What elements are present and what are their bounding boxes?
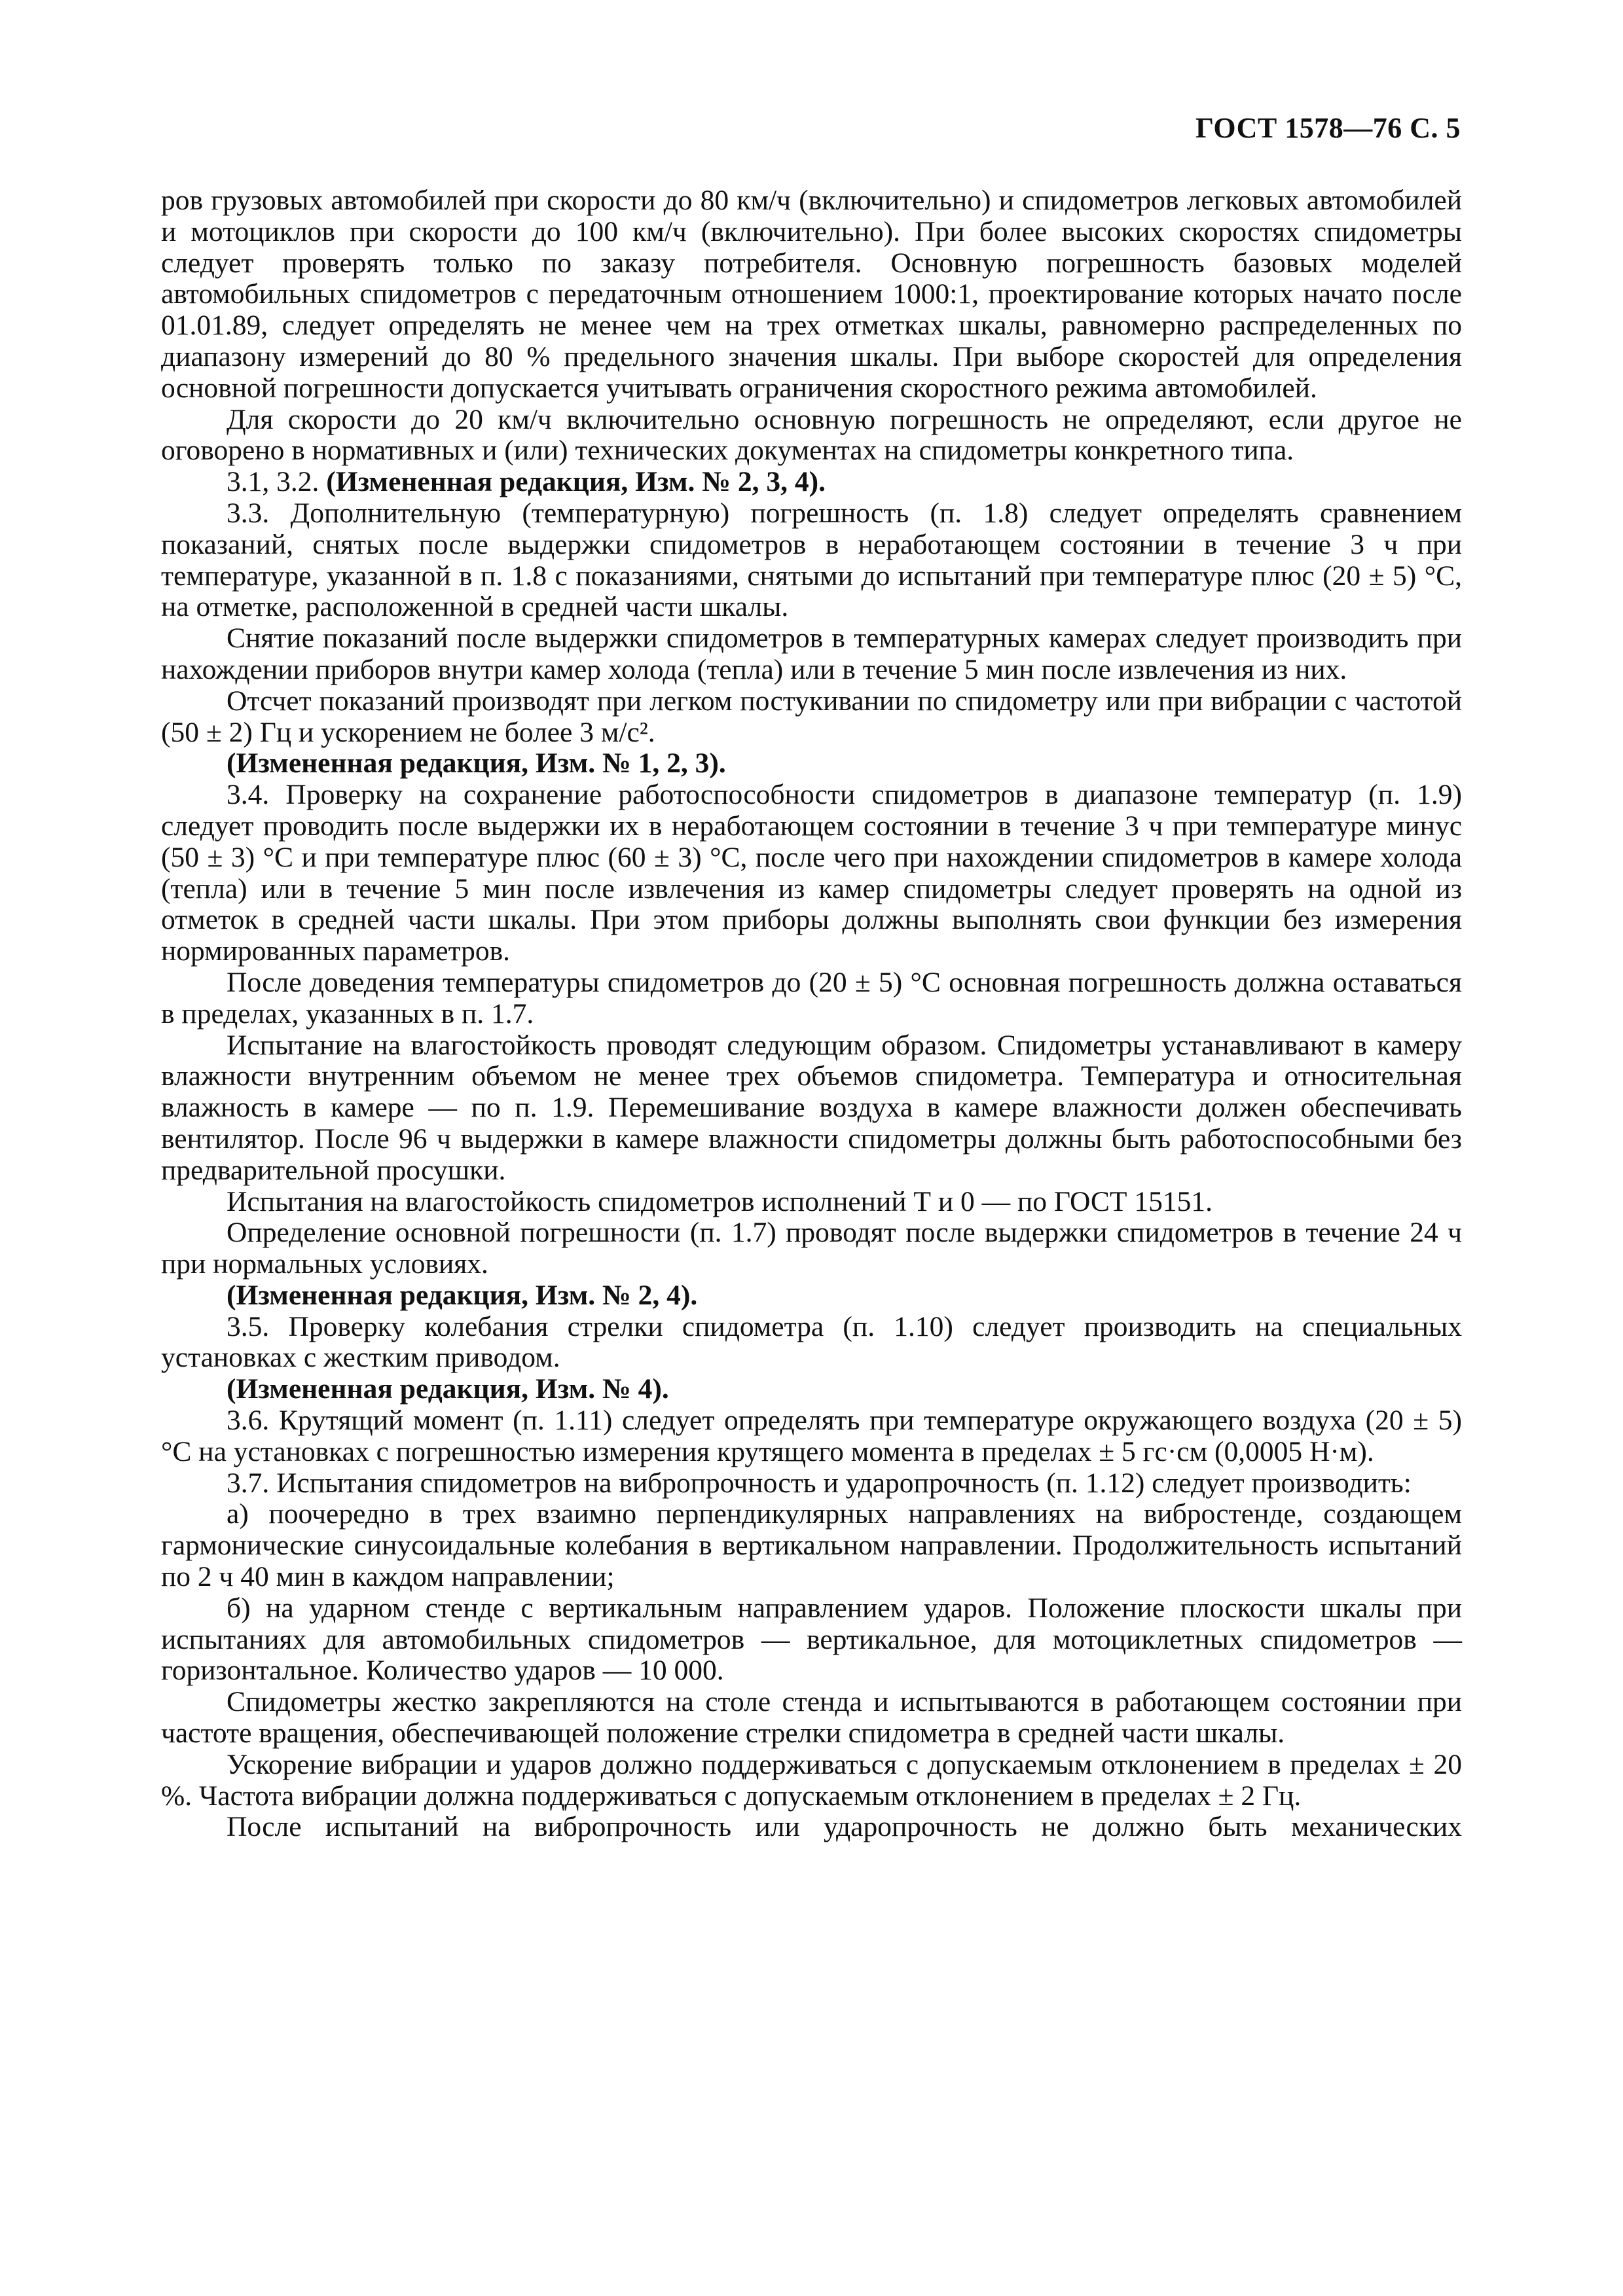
list-item-b: б) на ударном стенде с вертикальным направлением ударов. Положение плоскости шкалы при испытаниях для автомобильных спидометров — вертикальное, для мотоциклетных спидометров — горизонтальное. Количество ударов — 10 000. bbox=[161, 1592, 1462, 1687]
amendment-note bbox=[161, 467, 1462, 498]
paragraph: Определение основной погрешности (п. 1.7) проводят после выдержки спидометров в течение 24 ч при нормальных условиях. bbox=[161, 1217, 1462, 1280]
clause-3-3: 3.3. Дополнительную (температурную) погрешность (п. 1.8) следует определять сравнением показаний, снятых после выдержки спидометров в неработающем состоянии в течение 3 ч при температуре, указанной в п. 1.8 с показаниями, снятыми до испытаний при температуре плюс (20 ± 5) °С, на отметке, расположенной в средней части шкалы. bbox=[161, 497, 1462, 623]
paragraph: Испытание на влагостойкость проводят следующим образом. Спидометры устанавливают в камеру влажности внутренним объемом не менее трех объемов спидометра. Температура и относительная влажность в камере — по п. 1.9. Перемешивание воздуха в камере влажности должен обеспечивать вентилятор. После 96 ч выдержки в камере влажности спидометры должны быть работоспособными без предварительной просушки. bbox=[161, 1029, 1462, 1186]
body-text bbox=[161, 185, 1462, 1843]
amendment-prefix: 3.1, 3.2. bbox=[227, 466, 327, 498]
paragraph: Отсчет показаний производят при легком постукивании по спидометру или при вибрации с частотой (50 ± 2) Гц и ускорением не более 3 м/с². bbox=[161, 685, 1462, 748]
amendment-label: (Измененная редакция, Изм. № 1, 2, 3). bbox=[227, 747, 726, 780]
paragraph: Для скорости до 20 км/ч включительно основную погрешность не определяют, если другое не оговорено в нормативных и (или) технических документах на спидометры конкретного типа. bbox=[161, 403, 1462, 467]
paragraph: Испытания на влагостойкость спидометров исполнений Т и 0 — по ГОСТ 15151. bbox=[227, 1185, 1213, 1217]
paragraph-continuation: ров грузовых автомобилей при скорости до 80 км/ч (включительно) и спидометров легковых автомобилей и мотоциклов при скорости до 100 км/ч (включительно). При более высоких скоростях спидометры следует проверять только по заказу потребителя. Основную погрешность базовых моделей автомобильных спидометров с передаточным отношением 1000:1, проектирование которых начато после 01.01.89, следует определять не менее чем на трех отметках шкалы, равномерно распределенных по диапазону измерений до 80 % предельного значения шкалы. При выборе скоростей для определения основной погрешности допускается учитывать ограничения скоростного режима автомобилей. bbox=[161, 185, 1462, 404]
paragraph: Снятие показаний после выдержки спидометров в температурных камерах следует производить при нахождении приборов внутри камер холода (тепла) или в течение 5 мин после извлечения из них. bbox=[161, 622, 1462, 685]
list-item-a: а) поочередно в трех взаимно перпендикулярных направлениях на вибростенде, создающем гармонические синусоидальные колебания в вертикальном направлении. Продолжительность испытаний по 2 ч 40 мин в каждом направлении; bbox=[161, 1498, 1462, 1593]
amendment-note bbox=[161, 1374, 1462, 1405]
amendment-label: (Измененная редакция, Изм. № 2, 4). bbox=[227, 1279, 698, 1311]
paragraph: Ускорение вибрации и ударов должно поддерживаться с допускаемым отклонением в пределах ± 20 %. Частота вибрации должна поддерживаться с допускаемым отклонением в пределах ± 2 Гц. bbox=[161, 1748, 1462, 1812]
clause-3-4: 3.4. Проверку на сохранение работоспособности спидометров в диапазоне температур (п. 1.9) следует проводить после выдержки их в неработающем состоянии в течение 3 ч при температуре минус (50 ± 3) °С и при температуре плюс (60 ± 3) °С, после чего при нахождении спидометров в камере холода (тепла) или в течение 5 мин после извлечения из камер спидометры следует проверять на одной из отметок в средней части шкалы. При этом приборы должны выполнять свои функции без измерения нормированных параметров. bbox=[161, 779, 1462, 967]
paragraph-continued: После испытаний на вибропрочность или ударопрочность не должно быть механических bbox=[227, 1811, 1462, 1843]
running-header: ГОСТ 1578—76 С. 5 bbox=[1195, 112, 1461, 144]
amendment-label: (Измененная редакция, Изм. № 2, 3, 4). bbox=[326, 466, 826, 498]
clause-3-5: 3.5. Проверку колебания стрелки спидометра (п. 1.10) следует производить на специальных установках с жестким приводом. bbox=[161, 1310, 1462, 1374]
paragraph: Спидометры жестко закрепляются на столе стенда и испытываются в работающем состоянии при частоте вращения, обеспечивающей положение стрелки спидометра в средней части шкалы. bbox=[161, 1686, 1462, 1749]
amendment-note bbox=[161, 748, 1462, 780]
paragraph: После доведения температуры спидометров до (20 ± 5) °С основная погрешность должна оставаться в пределах, указанных в п. 1.7. bbox=[161, 966, 1462, 1030]
amendment-note bbox=[161, 1280, 1462, 1312]
clause-3-6: 3.6. Крутящий момент (п. 1.11) следует определять при температуре окружающего воздуха (20 ± 5) °С на установках с погрешностью измерения крутящего момента в пределах ± 5 гс·см (0,0005 Н·м). bbox=[161, 1405, 1462, 1467]
amendment-label: (Измененная редакция, Изм. № 4). bbox=[227, 1373, 669, 1405]
clause-3-7: 3.7. Испытания спидометров на вибропрочность и ударопрочность (п. 1.12) следует производить: bbox=[227, 1467, 1412, 1499]
